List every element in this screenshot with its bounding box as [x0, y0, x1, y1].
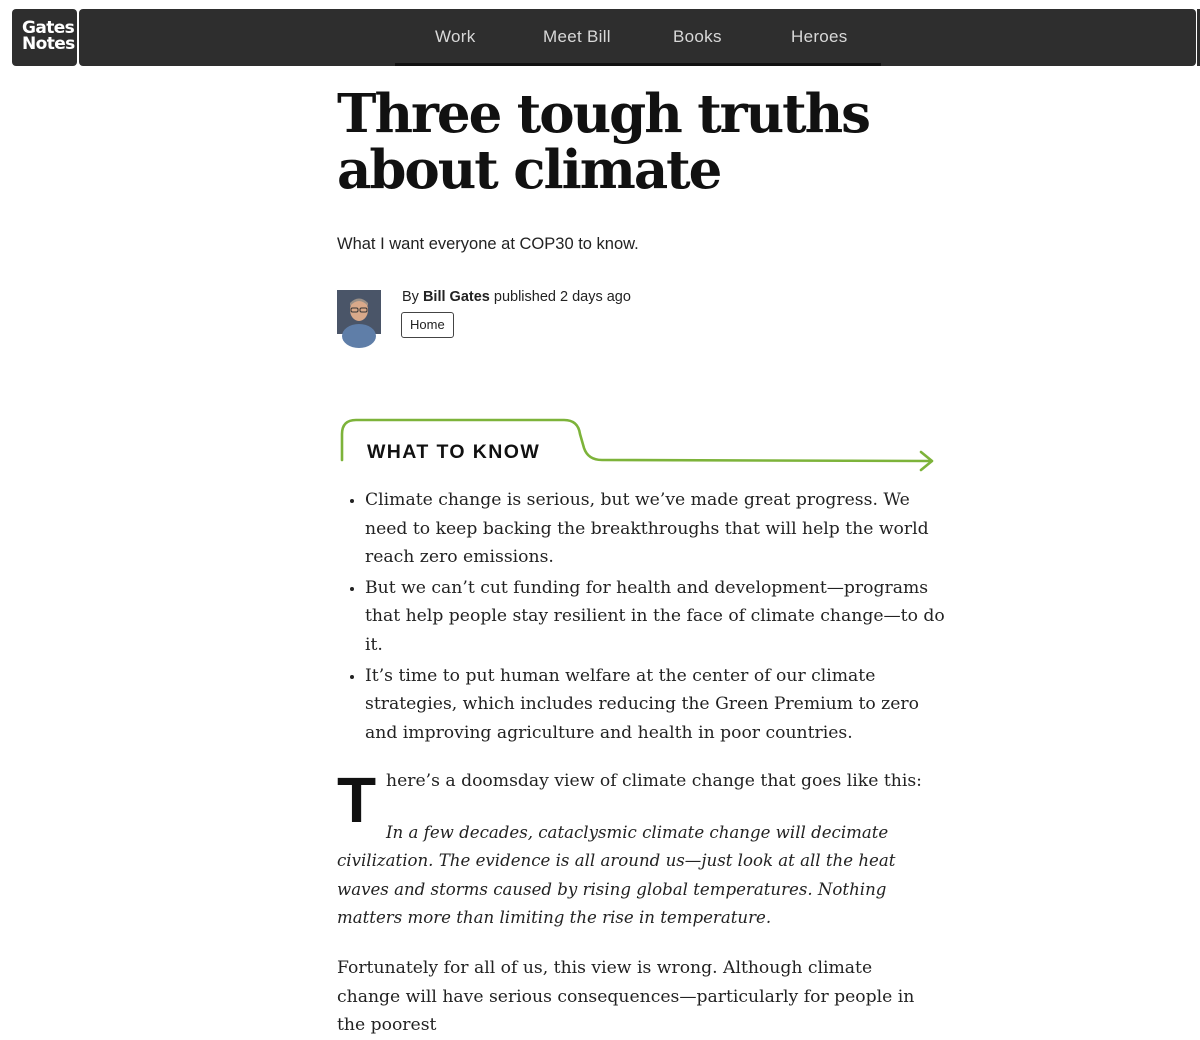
nav-item-work[interactable]: Work [435, 27, 476, 46]
author-avatar[interactable] [337, 290, 381, 334]
list-item: • It’s time to put human welfare at the center of our climate strategies, which includes reducing the Green Premium to zero and improving agriculture and health in poor countries. [365, 662, 955, 748]
nav-item-books[interactable]: Books [673, 27, 722, 46]
list-item: • Climate change is serious, but we’ve made great progress. We need to keep backing the breakthroughs that will help the world reach zero emissions. [365, 486, 955, 572]
logo-line-2: Notes [22, 34, 75, 54]
author-link[interactable]: Bill Gates [422, 289, 490, 305]
nav-item-meet-bill[interactable]: Meet Bill [543, 27, 611, 46]
intro-text: here’s a doomsday view of climate change that goes like this: [386, 771, 922, 791]
logo-line-1: Gates [22, 18, 75, 38]
byline [402, 289, 631, 305]
nav-item-heroes[interactable]: Heroes [791, 27, 848, 46]
gates-notes-logo[interactable] [12, 9, 77, 66]
what-to-know-list [337, 486, 955, 749]
published-date: published 2 days ago [493, 289, 631, 305]
author-portrait-icon [337, 290, 381, 334]
nav-underline [395, 63, 881, 66]
what-to-know-heading: WHAT TO KNOW [367, 441, 541, 463]
doomsday-quote: In a few decades, cataclysmic climate change will decimate civilization. The evidence is all around us—just look at all the heat waves and storms caused by rising global temperatures. Nothing matters more than limiting the rise in temperature. [337, 823, 896, 927]
top-navigation [79, 9, 1196, 66]
article-subtitle: What I want everyone at COP30 to know. [337, 235, 639, 253]
drop-cap: T [337, 764, 377, 836]
list-item: • But we can’t cut funding for health and development—programs that help people stay resilient in the face of climate change—to do it. [365, 574, 955, 660]
article-title: Three tough truths about climate [337, 83, 869, 201]
body-paragraph: Fortunately for all of us, this view is wrong. Although climate change will have serious consequences—particularly for people in the poorest [337, 958, 915, 1035]
byline-prefix: By [402, 289, 419, 305]
category-tag[interactable]: Home [401, 312, 454, 338]
